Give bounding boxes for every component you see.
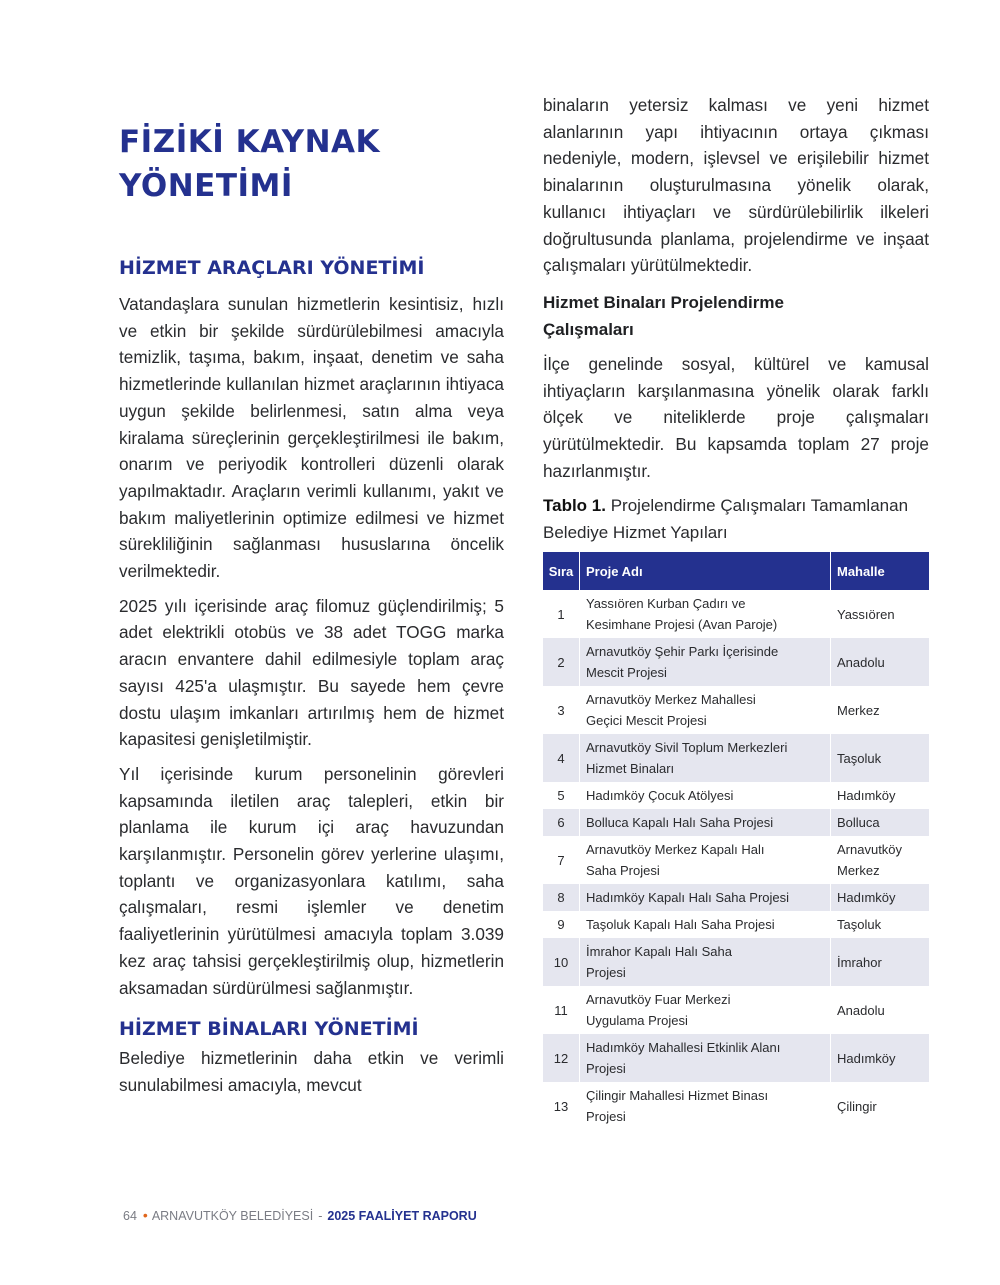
row-mahalle: Anadolu bbox=[831, 638, 930, 686]
row-proje: Bolluca Kapalı Halı Saha Projesi bbox=[580, 809, 831, 836]
row-proje-line1: Arnavutköy Sivil Toplum Merkezleri bbox=[586, 740, 788, 756]
table-row bbox=[543, 590, 929, 638]
header-proje: Proje Adı bbox=[580, 552, 831, 590]
row-proje: Hadımköy Kapalı Halı Saha Projesi bbox=[580, 884, 831, 911]
table-header-row bbox=[543, 552, 929, 590]
row-proje bbox=[580, 734, 831, 782]
row-mahalle: Hadımköy bbox=[831, 884, 930, 911]
page-title bbox=[119, 120, 504, 208]
vehicles-paragraph-2: 2025 yılı içerisinde araç filomuz güçlendirilmiş; 5 adet elektrikli otobüs ve 38 adet TOGG marka aracın envantere dahil edilmesiyle toplam araç sayısı 425'a ulaşmıştır. Bu sayede hem çevre dostu ulaşım imkanları artırılmış hem de hizmet kapasitesi genişletilmiştir. bbox=[119, 595, 504, 750]
row-proje-line2: Saha Projesi bbox=[586, 863, 660, 879]
row-sira: 9 bbox=[543, 911, 580, 938]
row-proje bbox=[580, 1034, 831, 1082]
row-proje-line1: Hadımköy Mahallesi Etkinlik Alanı bbox=[586, 1040, 781, 1056]
table-caption-text: Projelendirme Çalışmaları Tamamlanan Belediye Hizmet Yapıları bbox=[543, 496, 909, 543]
row-proje-line2: Kesimhane Projesi (Avan Paroje) bbox=[586, 617, 778, 633]
footer-separator: - bbox=[318, 1209, 323, 1223]
row-mahalle: Merkez bbox=[831, 686, 930, 734]
vehicles-paragraph-3: Yıl içerisinde kurum personelinin görevleri kapsamında iletilen araç talepleri, etkin bir planlama ile kurum içi araç havuzundan karşılanmıştır. Personelin görev yerlerine ulaşımı, toplantı ve organizasyonlara katılımı, saha çalışmaları, resmi işlemler ve denetim faaliyetlerinin yürütülmesi amacıyla toplam 3.039 kez araç tahsisi gerçekleştirilmiş olup, hizmetlerin aksamadan sürdürülmesi sağlanmıştır. bbox=[119, 763, 504, 998]
bullet-dot-icon: • bbox=[142, 1207, 148, 1223]
row-mahalle: Yassıören bbox=[831, 590, 930, 638]
subsection-heading bbox=[543, 289, 929, 343]
row-proje-line1: Arnavutköy Fuar Merkezi bbox=[586, 992, 731, 1008]
row-proje bbox=[580, 638, 831, 686]
vehicles-paragraph-1: Vatandaşlara sunulan hizmetlerin kesintisiz, hızlı ve etkin bir şekilde sürdürülebilmesi amacıyla temizlik, taşıma, bakım, inşaat, denetim ve saha hizmetlerinde kullanılan hizmet araçlarının ihtiyaca uygun şekilde belirlenmesi, satın alma veya kiralama süreçlerinin gerçekleştirilmesi ile bakım, onarım ve periyodik kontrolleri düzenli olarak yapılmaktadır. Araçların verimli kullanımı, yakıt ve bakım maliyetlerinin optimize edilmesi ve hizmet sürekliliğinin sağlanması hususlarına öncelik verilmektedir. bbox=[119, 294, 504, 582]
row-mahalle-line1: Arnavutköy bbox=[837, 842, 903, 858]
row-proje-line2: Mescit Projesi bbox=[586, 665, 667, 681]
table-row bbox=[543, 836, 929, 884]
page-title-line2: YÖNETİMİ bbox=[119, 168, 293, 204]
row-mahalle: Anadolu bbox=[831, 986, 930, 1034]
table-row bbox=[543, 986, 929, 1034]
row-mahalle: Taşoluk bbox=[831, 734, 930, 782]
row-proje bbox=[580, 986, 831, 1034]
table-row bbox=[543, 938, 929, 986]
row-sira: 1 bbox=[543, 590, 580, 638]
header-sira: Sıra bbox=[543, 552, 580, 590]
row-sira: 7 bbox=[543, 836, 580, 884]
row-sira: 11 bbox=[543, 986, 580, 1034]
row-proje-line1: Arnavutköy Merkez Kapalı Halı bbox=[586, 842, 765, 858]
row-proje-line2: Projesi bbox=[586, 1061, 626, 1077]
table-caption bbox=[543, 492, 929, 546]
row-mahalle: Taşoluk bbox=[831, 911, 930, 938]
row-mahalle bbox=[831, 836, 930, 884]
row-sira: 8 bbox=[543, 884, 580, 911]
row-proje-line2: Projesi bbox=[586, 1109, 626, 1125]
buildings-intro: Belediye hizmetlerinin daha etkin ve verimli sunulabilmesi amacıyla, mevcut bbox=[119, 1048, 504, 1095]
row-proje-line2: Geçici Mescit Projesi bbox=[586, 713, 707, 729]
row-mahalle: Hadımköy bbox=[831, 782, 930, 809]
row-sira: 3 bbox=[543, 686, 580, 734]
footer-report-title: 2025 FAALİYET RAPORU bbox=[327, 1209, 477, 1223]
row-proje bbox=[580, 590, 831, 638]
row-proje-line1: Arnavutköy Şehir Parkı İçerisinde bbox=[586, 644, 779, 660]
row-proje-line2: Hizmet Binaları bbox=[586, 761, 675, 777]
table-row bbox=[543, 734, 929, 782]
row-proje bbox=[580, 938, 831, 986]
row-proje bbox=[580, 686, 831, 734]
row-sira: 2 bbox=[543, 638, 580, 686]
table-row bbox=[543, 1082, 929, 1130]
row-sira: 5 bbox=[543, 782, 580, 809]
left-column bbox=[119, 92, 504, 1099]
row-mahalle-line2: Merkez bbox=[837, 863, 880, 879]
row-proje-line1: İmrahor Kapalı Halı Saha bbox=[586, 944, 732, 960]
header-mahalle: Mahalle bbox=[831, 552, 930, 590]
section-heading-vehicles: HİZMET ARAÇLARI YÖNETİMİ bbox=[119, 257, 425, 279]
table-body bbox=[543, 590, 929, 1130]
right-column bbox=[543, 92, 929, 1130]
table-row bbox=[543, 884, 929, 911]
row-sira: 6 bbox=[543, 809, 580, 836]
page-number: 64 bbox=[123, 1209, 137, 1223]
row-proje-line1: Yassıören Kurban Çadırı ve bbox=[586, 596, 746, 612]
row-proje-line2: Uygulama Projesi bbox=[586, 1013, 688, 1029]
page-footer bbox=[123, 1207, 477, 1223]
buildings-continued: binaların yetersiz kalması ve yeni hizmet alanlarının yapı ihtiyacının ortaya çıkması nedeniyle, modern, işlevsel ve erişilebilir hizmet binalarının oluşturulmasına yönelik olarak, kullanıcı ihtiyaçları ve sürdürülebilirlik ilkeleri doğrultusunda planlama, projelendirme ve inşaat çalışmaları yürütülmektedir. bbox=[543, 95, 929, 276]
subsection-heading-line1: Hizmet Binaları Projelendirme bbox=[543, 292, 784, 312]
table-row bbox=[543, 638, 929, 686]
footer-org: ARNAVUTKÖY BELEDİYESİ bbox=[151, 1209, 314, 1223]
row-sira: 12 bbox=[543, 1034, 580, 1082]
row-sira: 13 bbox=[543, 1082, 580, 1130]
subsection-heading-line2: Çalışmaları bbox=[543, 319, 634, 339]
row-mahalle: Hadımköy bbox=[831, 1034, 930, 1082]
row-proje: Hadımköy Çocuk Atölyesi bbox=[580, 782, 831, 809]
row-proje bbox=[580, 1082, 831, 1130]
row-proje bbox=[580, 836, 831, 884]
subsection-paragraph: İlçe genelinde sosyal, kültürel ve kamusal ihtiyaçların karşılanmasına yönelik olarak farklı ölçek ve niteliklerde proje çalışmaları yürütülmektedir. Bu kapsamda toplam 27 proje hazırlanmıştır. bbox=[543, 353, 929, 481]
projects-table bbox=[543, 552, 929, 1130]
table-row bbox=[543, 1034, 929, 1082]
row-proje-line2: Projesi bbox=[586, 965, 626, 981]
table-row bbox=[543, 686, 929, 734]
page-title-line1: FİZİKİ KAYNAK bbox=[119, 124, 381, 160]
row-mahalle: Çilingir bbox=[831, 1082, 930, 1130]
table-row bbox=[543, 911, 929, 938]
row-proje-line1: Arnavutköy Merkez Mahallesi bbox=[586, 692, 756, 708]
section-heading-buildings: HİZMET BİNALARI YÖNETİMİ bbox=[119, 1018, 419, 1041]
table-row bbox=[543, 809, 929, 836]
table-caption-label: Tablo 1. bbox=[543, 496, 606, 516]
table-row bbox=[543, 782, 929, 809]
row-sira: 10 bbox=[543, 938, 580, 986]
row-proje: Taşoluk Kapalı Halı Saha Projesi bbox=[580, 911, 831, 938]
row-mahalle: Bolluca bbox=[831, 809, 930, 836]
row-proje-line1: Çilingir Mahallesi Hizmet Binası bbox=[586, 1088, 769, 1104]
row-sira: 4 bbox=[543, 734, 580, 782]
row-mahalle: İmrahor bbox=[831, 938, 930, 986]
